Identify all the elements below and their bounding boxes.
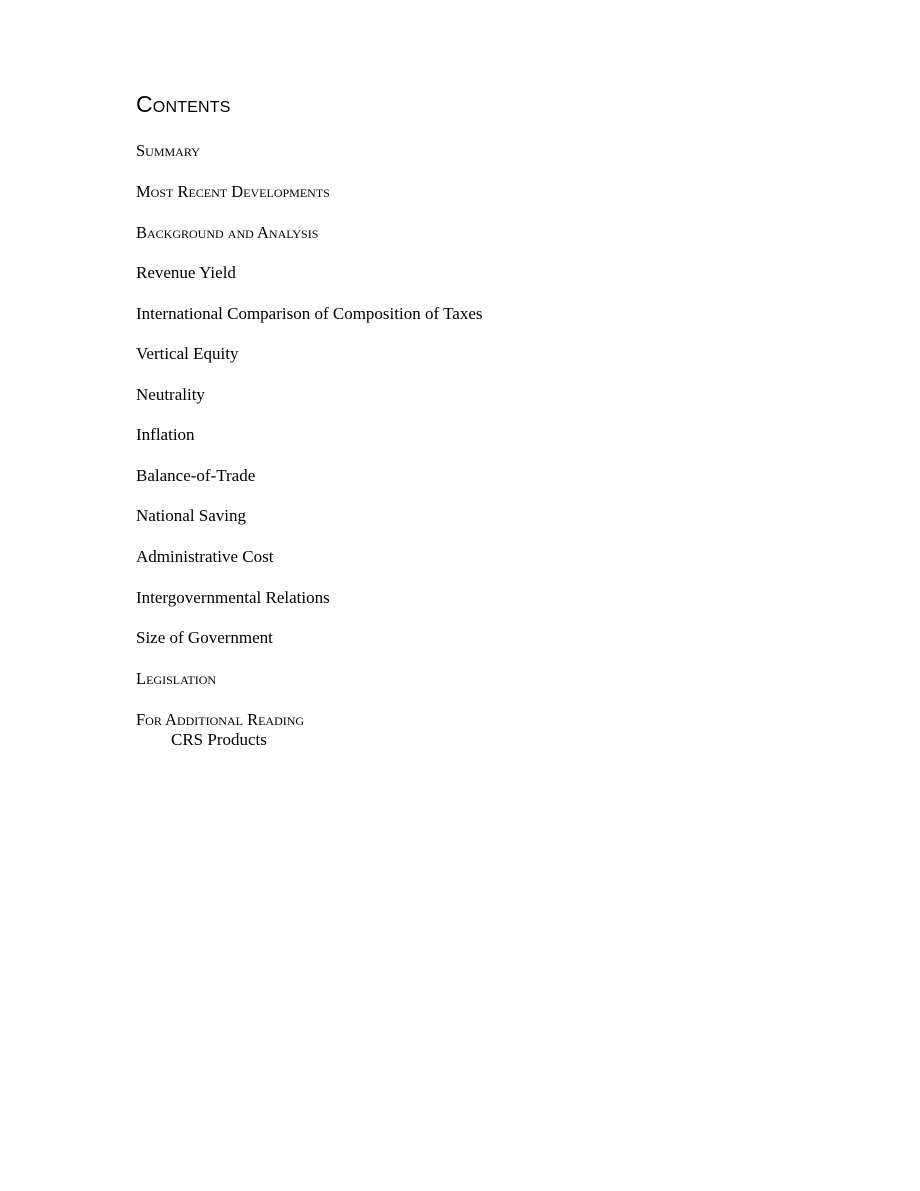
- toc-item-administrative-cost[interactable]: Administrative Cost: [136, 547, 274, 566]
- toc-item-balance-of-trade[interactable]: Balance-of-Trade: [136, 466, 256, 485]
- toc-item-revenue-yield[interactable]: Revenue Yield: [136, 263, 236, 282]
- toc-item-background-and-analysis[interactable]: Background and Analysis: [136, 223, 319, 242]
- toc-subitem-crs-products[interactable]: CRS Products: [171, 730, 267, 749]
- toc-item-national-saving[interactable]: National Saving: [136, 506, 247, 525]
- toc-item-inflation[interactable]: Inflation: [136, 425, 195, 444]
- toc-item-for-additional-reading[interactable]: For Additional Reading: [136, 710, 305, 729]
- toc-item-international-comparison[interactable]: International Comparison of Composition of Taxes: [136, 304, 483, 323]
- toc-item-legislation[interactable]: Legislation: [136, 669, 217, 688]
- toc-item-summary[interactable]: Summary: [136, 141, 200, 160]
- toc-item-vertical-equity[interactable]: Vertical Equity: [136, 344, 239, 363]
- contents-heading: Contents: [136, 91, 231, 117]
- toc-item-neutrality[interactable]: Neutrality: [136, 385, 205, 404]
- toc-item-intergovernmental-relations[interactable]: Intergovernmental Relations: [136, 588, 330, 607]
- toc-item-size-of-government[interactable]: Size of Government: [136, 628, 273, 647]
- toc-item-most-recent-developments[interactable]: Most Recent Developments: [136, 182, 330, 201]
